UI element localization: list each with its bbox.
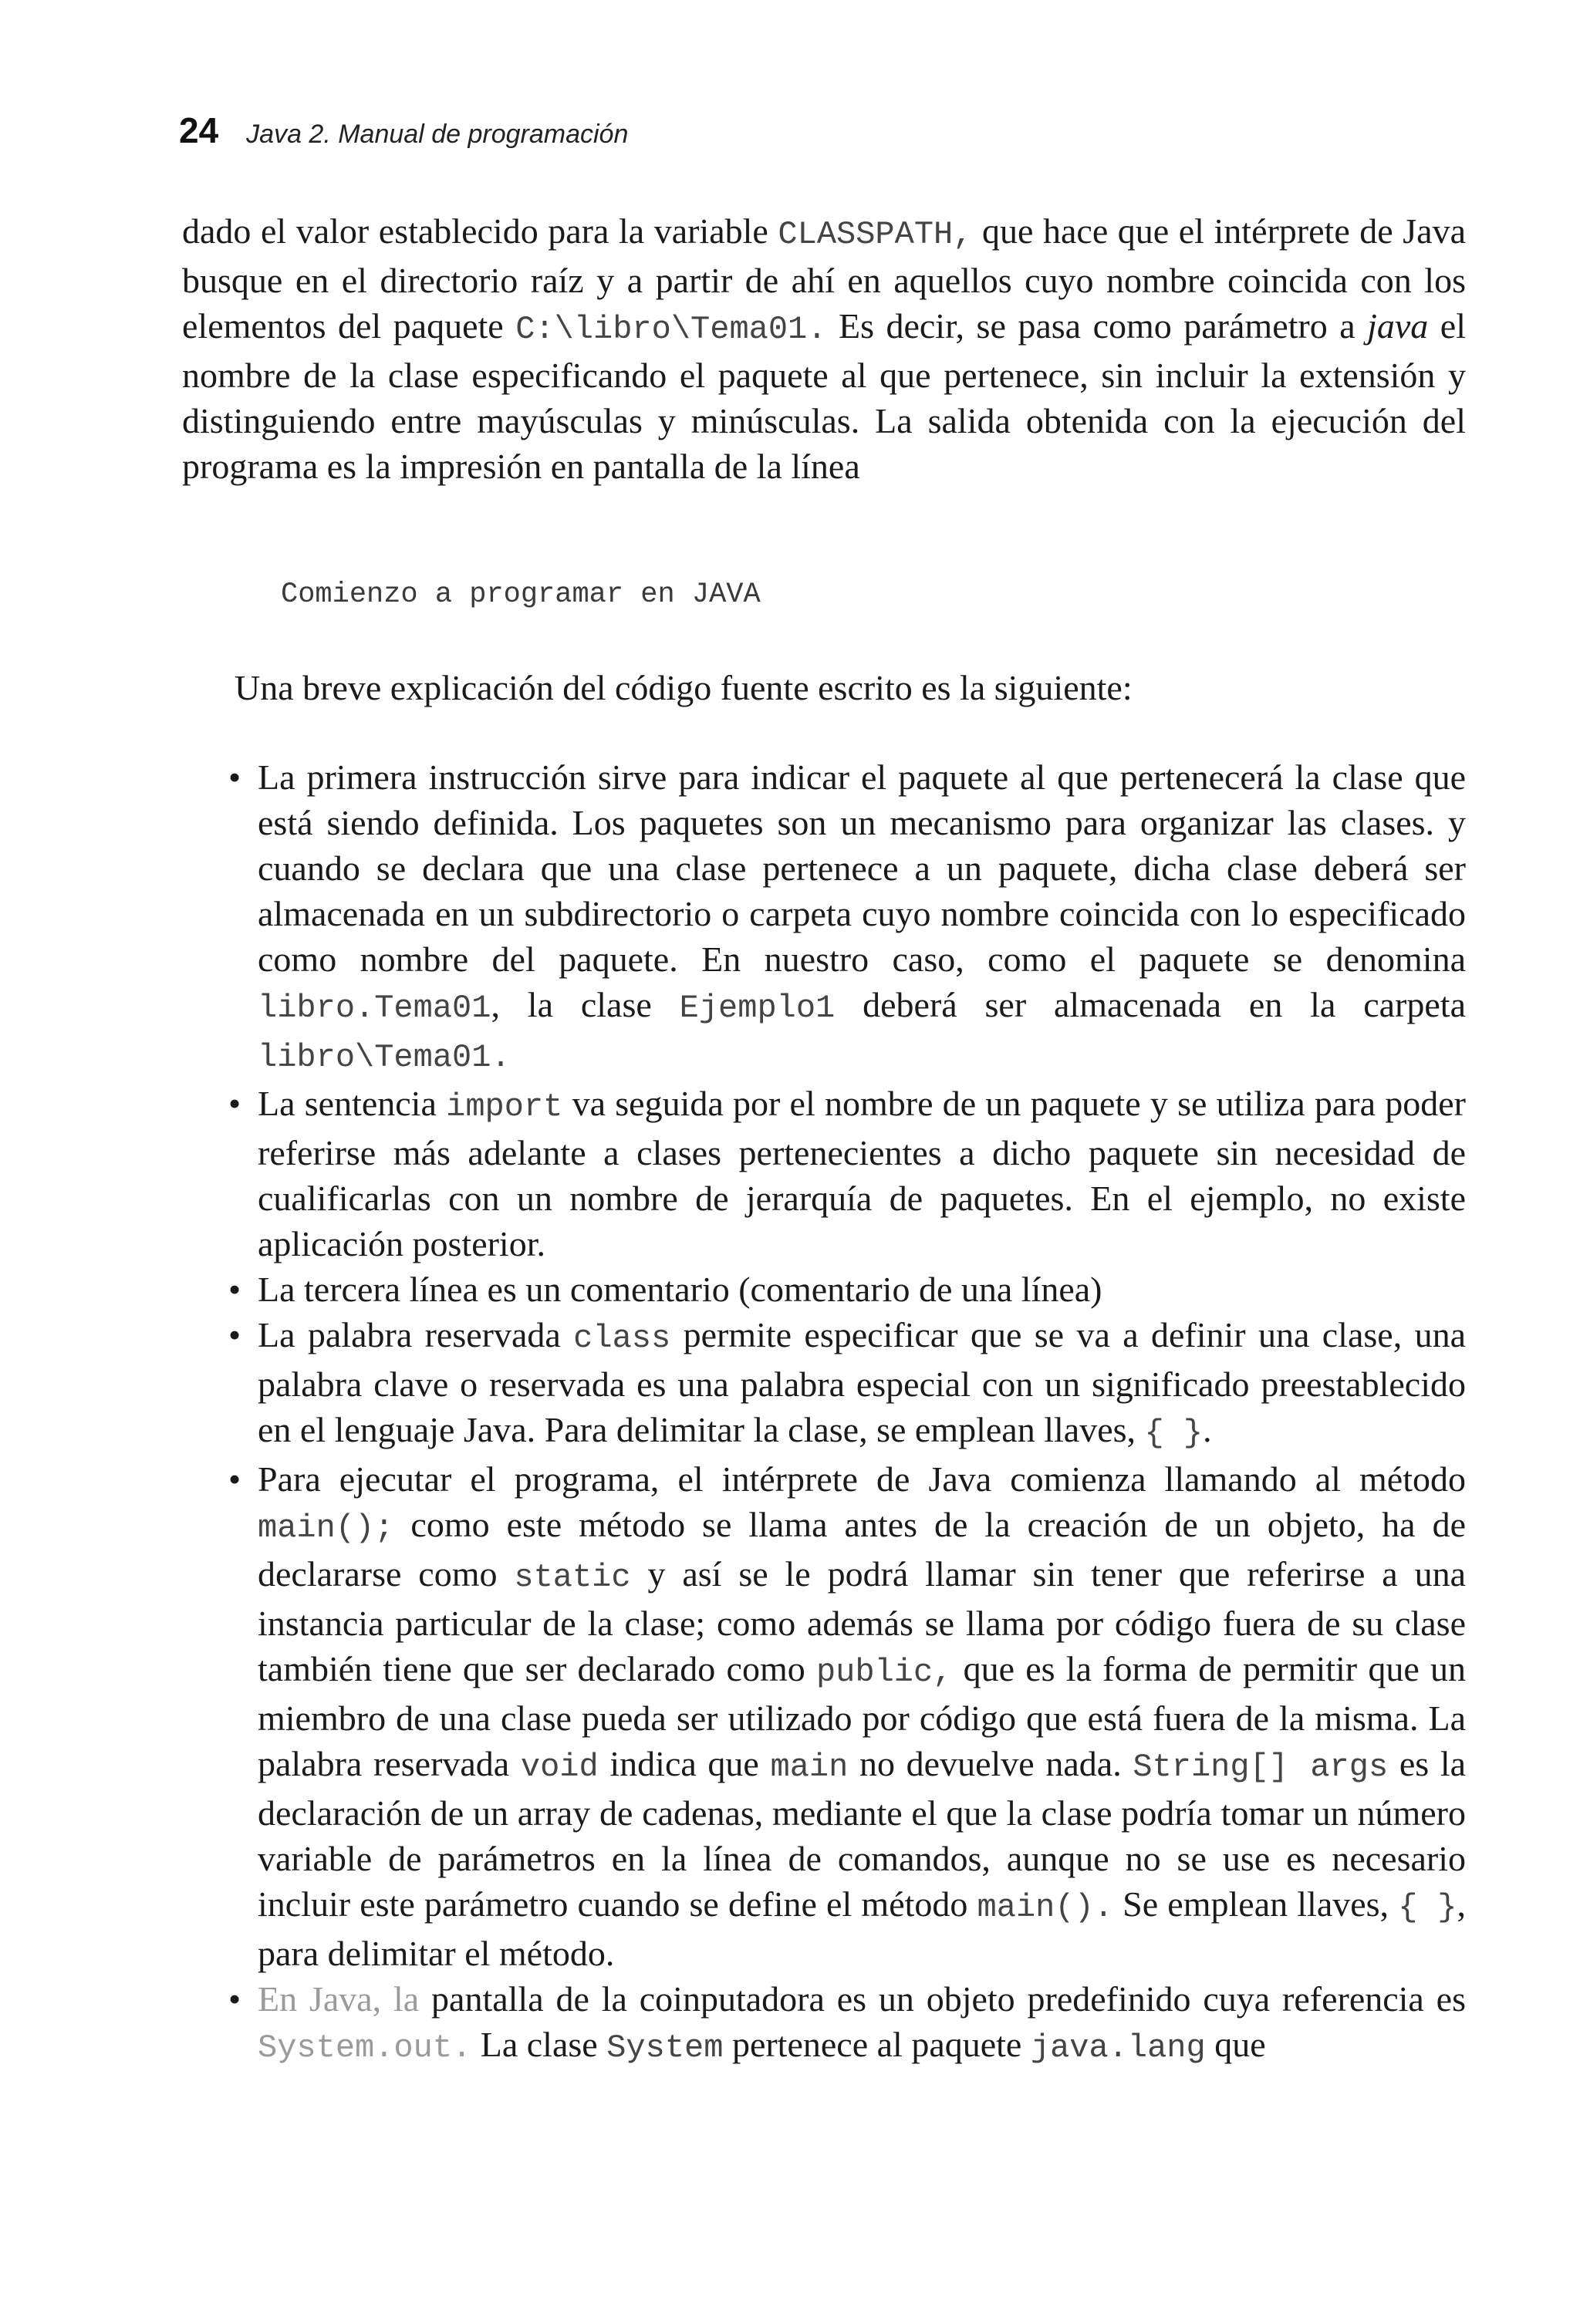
bullet-icon: •	[228, 1270, 241, 1309]
running-title: Java 2. Manual de programación	[246, 120, 629, 149]
program-output-line: Comienzo a programar en JAVA	[281, 578, 761, 611]
bullet-icon: •	[228, 1459, 241, 1499]
code-folder-name: libro\Tema01.	[258, 1039, 511, 1076]
code-public: public,	[815, 1654, 953, 1691]
bullet-icon: •	[228, 1315, 241, 1354]
code-main: main();	[258, 1509, 394, 1547]
list-item: • La primera instrucción sirve para indicar el paquete al que pertenecerá la clase que está siendo definida. Los paquetes son un mecanismo para organizar las clases. y cuando se declara que una clase pertenece a un paquete, dicha clase deberá ser almacenada en un subdirectorio o carpeta cuyo nombre coincida con lo especificado como nombre del paquete. En nuestro caso, como el paquete se denomina libro.Tema01, la clase Ejemplo1 deberá ser almacenada en la carpeta libro\Tema01.	[228, 754, 1466, 1081]
code-system-out: System.out.	[258, 2029, 472, 2066]
code-class-name: Ejemplo1	[679, 990, 836, 1027]
code-package-path: C:\libro\Tema01.	[515, 311, 827, 348]
code-class-keyword: class	[573, 1320, 671, 1357]
explanation-list	[228, 754, 1466, 2071]
code-import: import	[446, 1088, 563, 1125]
list-item: • La palabra reservada class permite especificar que se va a definir una clase, una palabra clave o reservada es una palabra especial con un significado preestablecido en el lenguaje Java. Para delimitar la clase, se emplean llaves, { }.	[228, 1312, 1466, 1456]
code-braces: { }	[1398, 1889, 1457, 1926]
page-header	[179, 110, 628, 164]
list-item: • Para ejecutar el programa, el intérprete de Java comienza llamando al método main(); como este método se llama antes de la creación de un objeto, ha de declararse como static y así se le podrá llamar sin tener que referirse a una instancia particular de la clase; como además se llama por código fuera de su clase también tiene que ser declarado como public, que es la forma de permitir que un miembro de una clase pueda ser utilizado por código que está fuera de la misma. La palabra reservada void indica que main no devuelve nada. String[] args es la declaración de un array de cadenas, mediante el que la clase podría tomar un número variable de parámetros en la línea de comandos, aunque no se use es necesario incluir este parámetro cuando se define el método main(). Se emplean llaves, { }, para delimitar el método.	[228, 1456, 1466, 1976]
code-main-name: main	[770, 1749, 849, 1786]
list-item: • La tercera línea es un comentario (comentario de una línea)	[228, 1267, 1466, 1312]
code-classpath: CLASSPATH,	[778, 216, 973, 253]
code-system: System	[606, 2029, 724, 2066]
paragraph-classpath: dado el valor establecido para la variable CLASSPATH, que hace que el intérprete de Java busque en el directorio raíz y a partir de ahí en aquellos cuyo nombre coincida con los elementos del paquete C:\libro\Tema01. Es decir, se pasa como parámetro a java el nombre de la clase especificando el paquete al que pertenece, sin incluir la extensión y distinguiendo entre mayúsculas y minúsculas. La salida obtenida con la ejecución del programa es la impresión en pantalla de la línea	[182, 211, 1467, 486]
faded-text: En Java, la	[258, 1979, 420, 2019]
code-string-args: String[] args	[1133, 1749, 1389, 1786]
list-item: • La sentencia import va seguida por el nombre de un paquete y se utiliza para poder referirse más adelante a clases pertenecientes a dicho paquete sin necesidad de cualificarlas con un nombre de jerarquía de paquetes. En el ejemplo, no existe aplicación posterior.	[228, 1081, 1466, 1267]
list-item: • En Java, la pantalla de la coinputadora es un objeto predefinido cuya referencia es System.out. La clase System pertenece al paquete java.lang que	[228, 1976, 1466, 2071]
code-static: static	[514, 1559, 631, 1596]
code-package-name: libro.Tema01	[258, 990, 491, 1027]
java-command: java	[1367, 306, 1429, 346]
code-java-lang: java.lang	[1030, 2029, 1206, 2066]
bullet-icon: •	[228, 1979, 241, 2019]
explanation-intro: Una breve explicación del código fuente escrito es la siguiente:	[235, 668, 1133, 707]
code-void: void	[520, 1749, 599, 1786]
bullet-icon: •	[228, 757, 241, 797]
code-braces: { }	[1144, 1415, 1204, 1452]
code-main-method: main().	[977, 1889, 1113, 1926]
page-number: 24	[179, 110, 219, 150]
bullet-icon: •	[228, 1084, 241, 1123]
